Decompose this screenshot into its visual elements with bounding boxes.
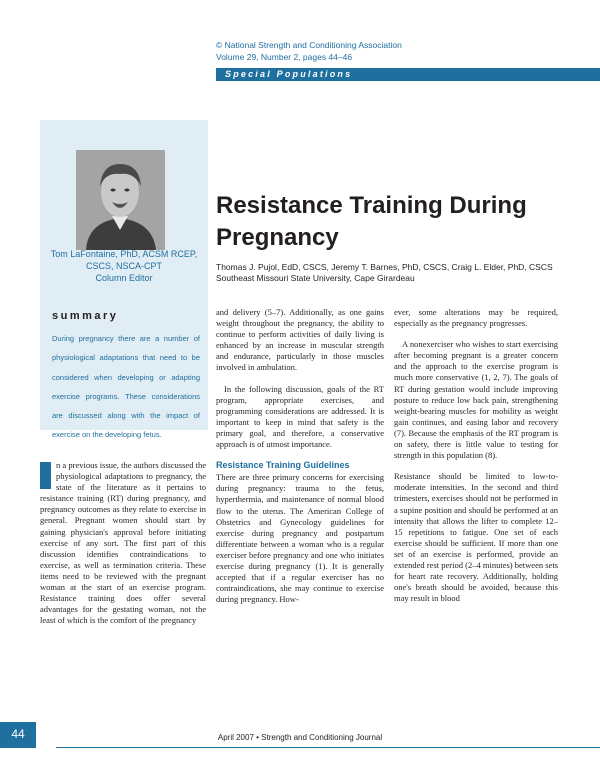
body-column-3	[394, 307, 558, 614]
drop-cap	[40, 462, 51, 489]
section-label: Special Populations	[225, 69, 353, 79]
editor-credentials: CSCS, NSCA-CPT	[85, 261, 162, 271]
body-paragraph: There are three primary concerns for exercising during pregnancy: trauma to the fetus, hyperthermia, and maintenance of normal blood flow to the uterus. The American College of Obstetrics and Gynecology guidelines for exercise during pregnancy and postpartum differentiate between a woman who is a regular exerciser before pregnancy and one who initiates exercise during pregnancy (1). It is generally accepted that if a regular exerciser has no contraindications, she may continue to exercise during pregnancy. How-	[216, 472, 384, 605]
body-paragraph: and delivery (5–7). Additionally, as one gains weight throughout the pregnancy, the ability to continue to perform activities of daily living is enhanced by an increase in muscular strength and endurance, particularly in those muscles involved in ambulation.	[216, 307, 384, 373]
body-column-1	[40, 460, 206, 636]
column-editor-credit	[40, 248, 208, 284]
body-paragraph: Resistance should be limited to low-to-moderate intensities. In the second and third trimesters, exercises should not be performed in a supine position and should be performed at an intensity that allows the lifter to complete 12–15 repetitions to fatigue. One set of each exercise should be sufficient. If more than one set of an exercise is performed, provide an extended rest period (2–4 minutes) between sets for heart rate recovery. Additionally, holding one's breath should be avoided, because this may result in blood	[394, 471, 558, 604]
body-column-2	[216, 307, 384, 615]
page-number: 44	[11, 727, 25, 741]
body-paragraph: n a previous issue, the authors discussed the physiological adaptations to pregnancy, the state of the literature as it pertains to resistance training (RT) during pregnancy, and pregnancy outcomes as they relate to exercise in general. Pregnant women should start by gaining physician's approval before initiating exercise of any sort. The first part of this discussion identifies contraindications to exercise, as well as termination criteria. These items need to be reviewed with the pregnant woman at the start of an exercise program. Resistance training does offer several advantages for the gestating woman, not the least of which is the comfort of the pregnancy	[40, 460, 206, 626]
section-subheading: Resistance Training Guidelines	[216, 460, 350, 471]
editor-name: Tom LaFontaine, PhD, ACSM RCEP,	[50, 249, 198, 259]
footer-rule	[56, 747, 600, 748]
editor-role: Column Editor	[95, 273, 153, 283]
summary-text: During pregnancy there are a number of physiological adaptations that need to be considered when developing or adapting exercise programs. These considerations are discussed along with the impact of exercise on the developing fetus.	[52, 334, 200, 440]
footer-journal: April 2007 • Strength and Conditioning Journal	[217, 733, 383, 742]
article-affiliation: Southeast Missouri State University, Cape Girardeau	[216, 273, 415, 283]
body-paragraph: A nonexerciser who wishes to start exercising after becoming pregnant is a greater concern and the approach to the exercise program is much more conservative (1, 2, 7). The goals of RT during gestation would include improving posture to reduce low back pain, strengthening weight-bearing muscles for mobility as weight gain continues, and easing labor and recovery (7). Because the emphasis of the RT program is on safety, there is little value to testing for strength in this population (8).	[394, 339, 558, 461]
body-paragraph: In the following discussion, goals of the RT program, appropriate exercises, and programming considerations are addressed. It is important to keep in mind that safety is the primary goal, and therefore, a conservative approach is of utmost importance.	[216, 383, 384, 450]
portrait-image	[76, 150, 165, 250]
body-paragraph: ever, some alterations may be required, especially as the pregnancy progresses.	[394, 307, 558, 329]
summary-heading: summary	[52, 310, 119, 322]
article-title: Resistance Training During Pregnancy	[216, 192, 527, 251]
volume-line: Volume 29, Number 2, pages 44–46	[216, 52, 353, 62]
article-authors: Thomas J. Pujol, EdD, CSCS, Jeremy T. Barnes, PhD, CSCS, Craig L. Elder, PhD, CSCS	[216, 262, 553, 272]
editor-portrait	[76, 150, 165, 250]
copyright-line: © National Strength and Conditioning Association	[216, 40, 402, 50]
